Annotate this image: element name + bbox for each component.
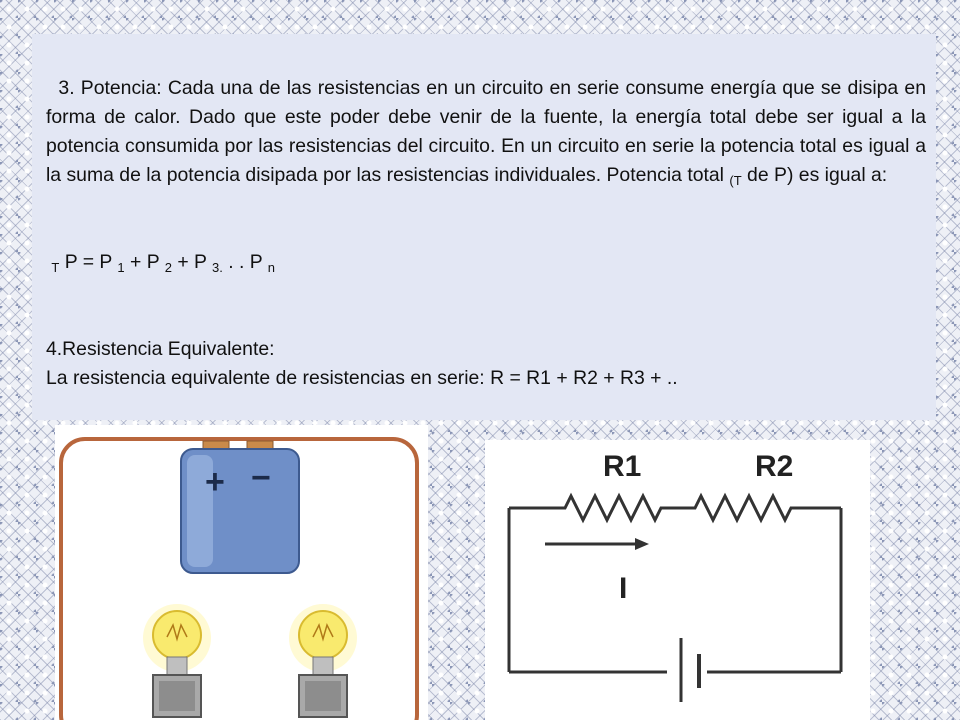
power-formula: $_T$ P = P $_1$ + P $_2$ + P $_{3.}$ . . P $_n$ <box>51 251 276 275</box>
current-arrow-icon <box>545 538 649 550</box>
section-4-text: La resistencia equivalente de resistencias en serie: R = R1 + R2 + R3 + .. <box>46 367 678 389</box>
light-bulb-icon <box>143 604 211 717</box>
text-panel <box>32 34 936 420</box>
total-subscript: (T <box>729 173 742 188</box>
section-3-paragraph <box>46 74 926 195</box>
section-4-heading: 4.Resistencia Equivalente: <box>46 338 275 360</box>
r2-label: R2 <box>755 450 794 483</box>
series-circuit-illustration <box>55 425 428 720</box>
light-bulb-icon <box>289 604 357 717</box>
battery-minus-label: − <box>251 459 271 497</box>
battery-plus-label: + <box>205 463 225 501</box>
r1-label: R1 <box>603 450 642 483</box>
battery-symbol-icon <box>681 638 699 702</box>
current-label: I <box>619 572 628 605</box>
battery-icon <box>181 441 299 573</box>
section-3-number: 3. <box>58 77 75 99</box>
resistor-r1 <box>509 496 841 520</box>
section-3-text-end: de P) es igual a: <box>741 164 888 186</box>
section-3-text: Potencia: Cada una de las resistencias en un circuito en serie consume energía que se disipa en forma de calor. Dado que este poder debe venir de la fuente, la energía total debe ser igual a la potencia consumida por las resistencias del circuito. En un circuito en serie la potencia total es igual a la suma de la potencia disipada por las resistencias individuales. Potencia total <box>46 77 926 186</box>
series-circuit-schematic <box>485 440 870 720</box>
